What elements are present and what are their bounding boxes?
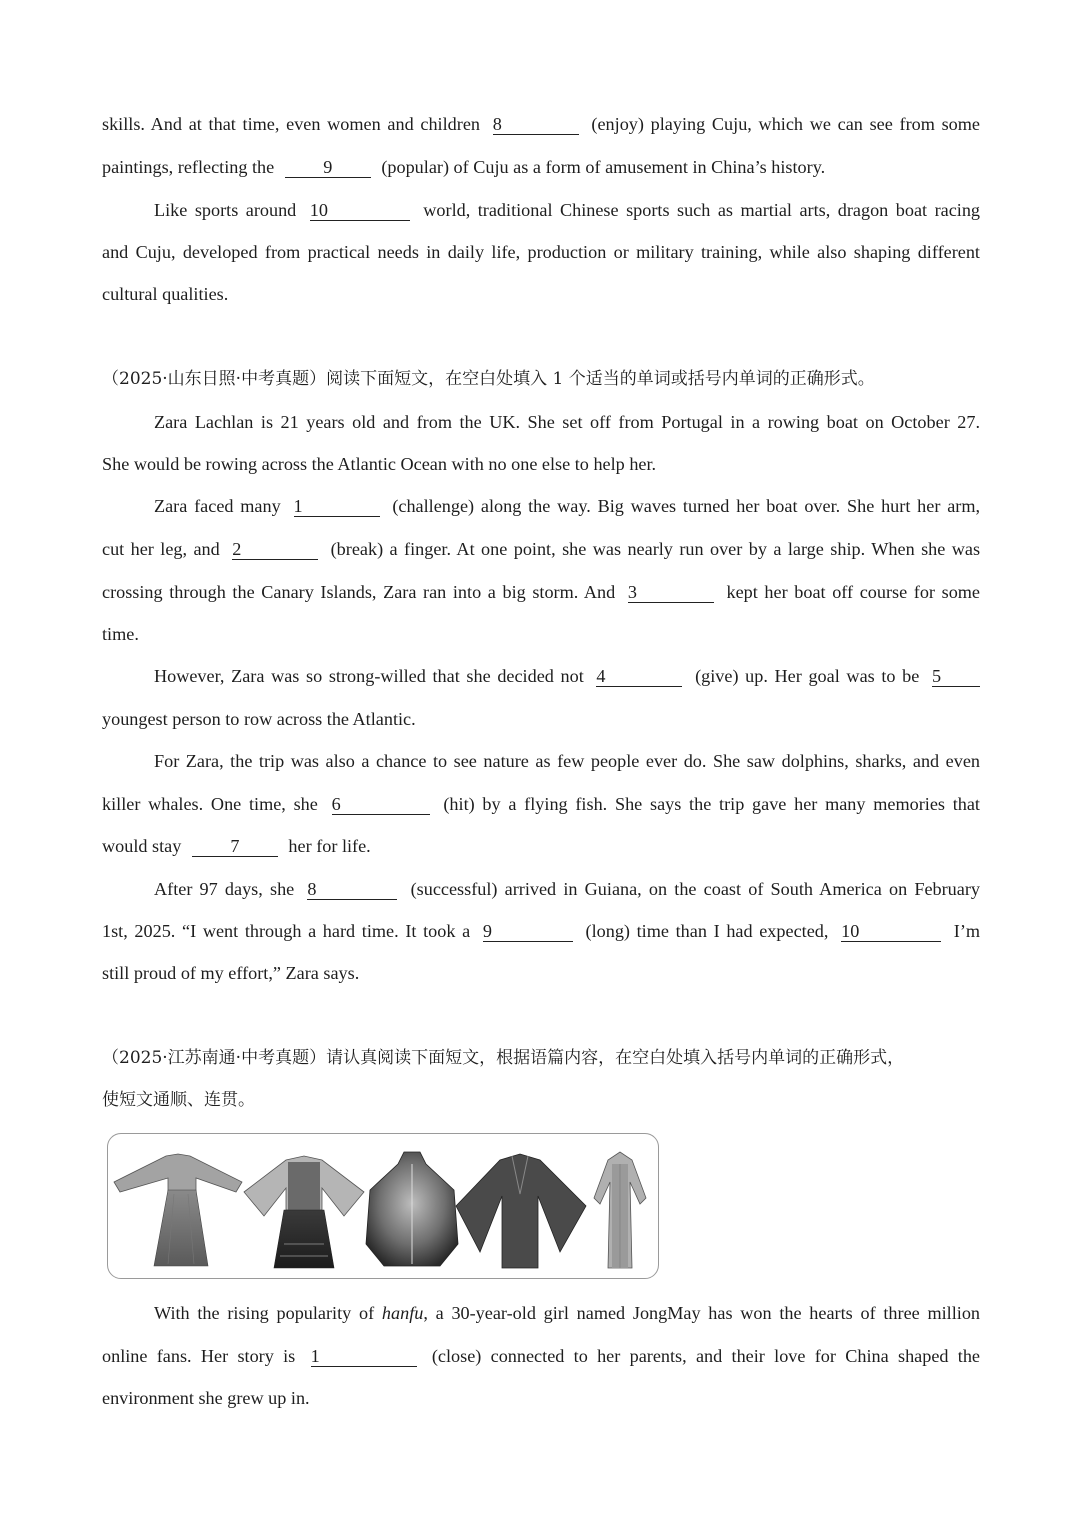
passage-c-heading-line-2: 使短文通顺、连贯。 (102, 1090, 255, 1110)
text-segment: online fans. Her story is (102, 1346, 296, 1366)
passage-b-p1-line-1: Zara Lachlan is 21 years old and from the UK. She set off from Portugal in a rowing boat on October 27. (154, 412, 980, 432)
passage-b-p5-line-3: still proud of my effort,” Zara says. (102, 963, 360, 983)
text-segment: kept her boat off course for some (726, 582, 981, 602)
passage-a-line-1 (102, 112, 980, 136)
text-segment: (enjoy) playing Cuju, which we can see from some (591, 114, 980, 134)
answer-blank-4[interactable]: 4 (596, 666, 682, 687)
text-segment: (popular) of Cuju as a form of amusement in China’s history. (381, 157, 826, 177)
text-segment: (break) a finger. At one point, she was nearly run over by a large ship. When she was (330, 539, 981, 559)
passage-b-p2-line-1 (154, 494, 980, 518)
text-segment: However, Zara was so strong-willed that she decided not (154, 666, 584, 686)
passage-b-p4-line-3 (102, 834, 980, 858)
answer-blank-5[interactable]: 5 (932, 666, 980, 687)
text-segment: skills. And at that time, even women and children (102, 114, 480, 134)
text-segment: (hit) by a flying fish. She says the trip gave her many memories that (443, 794, 980, 814)
text-segment: world, traditional Chinese sports such as martial arts, dragon boat racing (423, 200, 981, 220)
passage-b-p2-line-2 (102, 537, 980, 561)
text-segment: would stay (102, 836, 182, 856)
passage-a-line-2 (102, 155, 980, 179)
answer-blank-8b[interactable]: 8 (307, 879, 397, 900)
answer-blank-8[interactable]: 8 (493, 114, 579, 135)
answer-blank-1[interactable]: 1 (294, 496, 380, 517)
text-segment: , a 30-year-old girl named JongMay has won the hearts of three million (423, 1303, 981, 1323)
passage-b-p2-line-4: time. (102, 624, 139, 644)
passage-b-p5-line-2 (102, 919, 980, 943)
text-segment: Zara faced many (154, 496, 281, 516)
answer-blank-6[interactable]: 6 (332, 794, 430, 815)
passage-b-p5-line-1 (154, 877, 980, 901)
answer-blank-9b[interactable]: 9 (483, 921, 573, 942)
passage-c-p1-line-3: environment she grew up in. (102, 1388, 310, 1408)
passage-a-line-5: cultural qualities. (102, 284, 229, 304)
text-segment: crossing through the Canary Islands, Zara ran into a big storm. And (102, 582, 616, 602)
text-segment: killer whales. One time, she (102, 794, 318, 814)
answer-blank-10b[interactable]: 10 (841, 921, 941, 942)
passage-b-p3-line-1 (154, 664, 980, 688)
text-segment: (long) time than I had expected, (585, 921, 829, 941)
passage-c-heading-line-1: （2025·江苏南通·中考真题）请认真阅读下面短文，根据语篇内容，在空白处填入括号内单词的正确形式， (102, 1048, 905, 1068)
text-segment: 1st, 2025. “I went through a hard time. It took a (102, 921, 471, 941)
italic-word: hanfu (381, 1303, 424, 1323)
passage-b-p3-line-2: youngest person to row across the Atlantic. (102, 709, 416, 729)
text-segment: After 97 days, she (154, 879, 295, 899)
text-segment: Like sports around (154, 200, 297, 220)
text-segment: With the rising popularity of (154, 1303, 375, 1323)
answer-blank-1c[interactable]: 1 (311, 1346, 417, 1367)
passage-c-p1-line-2 (102, 1344, 980, 1368)
text-segment: her for life. (288, 836, 371, 856)
text-segment: paintings, reflecting the (102, 157, 275, 177)
passage-b-p4-line-1: For Zara, the trip was also a chance to see nature as few people ever do. She saw dolphins, sharks, and even (154, 751, 980, 771)
passage-a-line-3 (154, 198, 980, 222)
answer-blank-7[interactable]: 7 (192, 836, 278, 857)
answer-blank-10[interactable]: 10 (310, 200, 410, 221)
passage-b-p2-line-3 (102, 580, 980, 604)
hanfu-garments-image (107, 1133, 659, 1279)
answer-blank-9[interactable]: 9 (285, 157, 371, 178)
text-segment: (successful) arrived in Guiana, on the coast of South America on February (410, 879, 980, 899)
hanfu-illustration-icon (108, 1134, 660, 1280)
passage-a-line-4: and Cuju, developed from practical needs in daily life, production or military training, while also shaping different (102, 242, 980, 262)
text-segment: cut her leg, and (102, 539, 220, 559)
text-segment: (close) connected to her parents, and their love for China shaped the (431, 1346, 981, 1366)
passage-b-p4-line-2 (102, 792, 980, 816)
passage-b-heading: （2025·山东日照·中考真题）阅读下面短文，在空白处填入 1 个适当的单词或括号内单词的正确形式。 (102, 369, 875, 389)
passage-c-p1-line-1 (154, 1301, 980, 1325)
text-segment: I’m (953, 921, 981, 941)
text-segment: (give) up. Her goal was to be (695, 666, 920, 686)
passage-b-p1-line-2: She would be rowing across the Atlantic Ocean with no one else to help her. (102, 454, 657, 474)
answer-blank-3[interactable]: 3 (628, 582, 714, 603)
text-segment: (challenge) along the way. Big waves turned her boat over. She hurt her arm, (392, 496, 981, 516)
answer-blank-2[interactable]: 2 (232, 539, 318, 560)
